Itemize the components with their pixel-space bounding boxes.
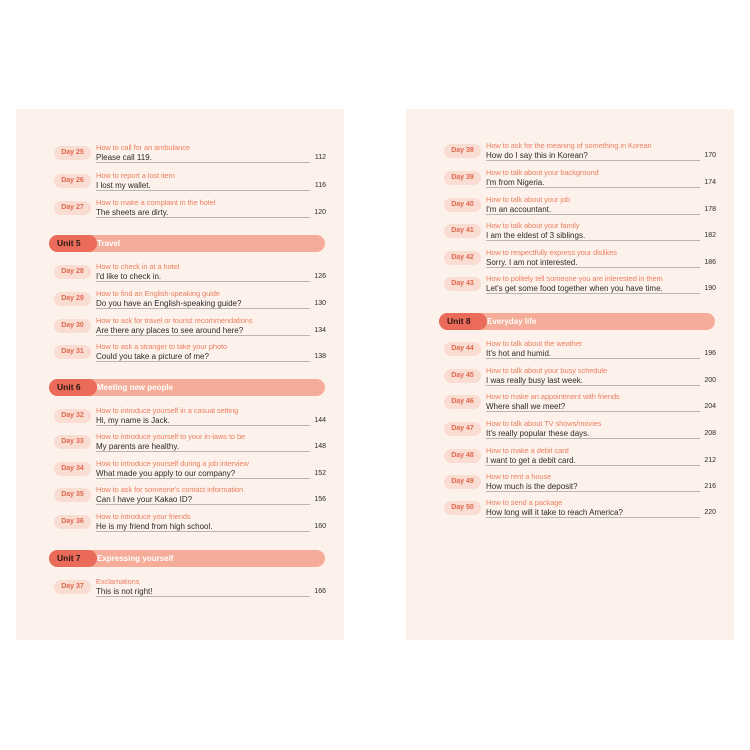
- entry-topic: How to make an appointment with friends: [486, 392, 620, 401]
- entry-phrase: Let's get some food together when you have time.: [486, 284, 663, 293]
- entry-topic: How to report a lost item: [96, 171, 175, 180]
- dot-leader: [96, 478, 310, 479]
- entry-topic: How to talk about your busy schedule: [486, 366, 608, 375]
- day-badge: Day 43: [444, 277, 481, 291]
- day-badge: Day 40: [444, 198, 481, 212]
- page-number: 126: [314, 273, 326, 280]
- day-badge: Day 49: [444, 475, 481, 489]
- entry-phrase: How much is the deposit?: [486, 482, 578, 491]
- entry-phrase: Could you take a picture of me?: [96, 352, 209, 361]
- entry-topic: How to introduce yourself during a job interview: [96, 459, 249, 468]
- entry-topic: How to ask a stranger to take your photo: [96, 342, 228, 351]
- toc-entry[interactable]: [54, 198, 326, 220]
- day-badge: Day 41: [444, 224, 481, 238]
- dot-leader: [96, 190, 310, 191]
- entry-topic: How to call for an ambulance: [96, 143, 190, 152]
- entry-phrase: Please call 119.: [96, 153, 152, 162]
- day-badge: Day 48: [444, 449, 481, 463]
- dot-leader: [96, 162, 310, 163]
- entry-phrase: What made you apply to our company?: [96, 469, 236, 478]
- dot-leader: [96, 281, 310, 282]
- entry-phrase: Can I have your Kakao ID?: [96, 495, 193, 504]
- entry-topic: How to talk about TV shows/movies: [486, 419, 602, 428]
- day-badge: Day 31: [54, 345, 91, 359]
- day-badge: Day 44: [444, 342, 481, 356]
- entry-phrase: Are there any places to see around here?: [96, 326, 244, 335]
- unit-label: Unit 6: [49, 379, 97, 396]
- page-number: 190: [704, 285, 716, 292]
- unit-header: [49, 235, 325, 252]
- dot-leader: [486, 438, 700, 439]
- dot-leader: [96, 361, 310, 362]
- dot-leader: [486, 187, 700, 188]
- page-number: 220: [704, 509, 716, 516]
- day-badge: Day 47: [444, 422, 481, 436]
- entry-topic: How to ask for someone's contact information: [96, 485, 244, 494]
- page-number: 204: [704, 403, 716, 410]
- unit-label: Unit 5: [49, 235, 97, 252]
- day-badge: Day 46: [444, 395, 481, 409]
- toc-entry[interactable]: [54, 316, 326, 338]
- day-badge: Day 39: [444, 171, 481, 185]
- dot-leader: [96, 308, 310, 309]
- dot-leader: [486, 267, 700, 268]
- day-badge: Day 34: [54, 462, 91, 476]
- toc-entry[interactable]: [444, 366, 716, 388]
- page-number: 208: [704, 430, 716, 437]
- dot-leader: [486, 517, 700, 518]
- entry-phrase: How do I say this in Korean?: [486, 151, 588, 160]
- toc-entry[interactable]: [444, 446, 716, 468]
- day-badge: Day 35: [54, 488, 91, 502]
- day-badge: Day 45: [444, 369, 481, 383]
- entry-phrase: The sheets are dirty.: [96, 208, 169, 217]
- entry-phrase: My parents are healthy.: [96, 442, 180, 451]
- page-number: 216: [704, 483, 716, 490]
- entry-topic: How to make a complaint in the hotel: [96, 198, 216, 207]
- entry-topic: How to talk about your background: [486, 168, 599, 177]
- entry-topic: How to introduce your friends: [96, 512, 191, 521]
- dot-leader: [96, 531, 310, 532]
- dot-leader: [96, 335, 310, 336]
- page-number: 134: [314, 327, 326, 334]
- entry-phrase: Sorry. I am not interested.: [486, 258, 578, 267]
- toc-entry[interactable]: [54, 512, 326, 534]
- toc-entry[interactable]: [444, 248, 716, 270]
- page-number: 160: [314, 523, 326, 530]
- dot-leader: [96, 596, 310, 597]
- entry-phrase: This is not right!: [96, 587, 153, 596]
- page-number: 178: [704, 206, 716, 213]
- day-badge: Day 25: [54, 146, 91, 160]
- day-badge: Day 50: [444, 501, 481, 515]
- day-badge: Day 30: [54, 319, 91, 333]
- dot-leader: [486, 214, 700, 215]
- toc-entry[interactable]: [54, 262, 326, 284]
- entry-topic: How to introduce yourself in a casual setting: [96, 406, 239, 415]
- entry-phrase: It's really popular these days.: [486, 429, 590, 438]
- page-number: 200: [704, 377, 716, 384]
- page-number: 212: [704, 457, 716, 464]
- entry-topic: How to ask for the meaning of something in Korean: [486, 141, 652, 150]
- entry-topic: How to talk about your family: [486, 221, 580, 230]
- entry-phrase: I was really busy last week.: [486, 376, 583, 385]
- dot-leader: [486, 358, 700, 359]
- toc-entry[interactable]: [444, 339, 716, 361]
- page-number: 156: [314, 496, 326, 503]
- dot-leader: [486, 411, 700, 412]
- page-number: 148: [314, 443, 326, 450]
- dot-leader: [486, 160, 700, 161]
- page-number: 166: [314, 588, 326, 595]
- entry-topic: How to make a debit card: [486, 446, 569, 455]
- page-number: 144: [314, 417, 326, 424]
- day-badge: Day 36: [54, 515, 91, 529]
- unit-header: [49, 550, 325, 567]
- dot-leader: [96, 425, 310, 426]
- toc-entry[interactable]: [54, 485, 326, 507]
- day-badge: Day 27: [54, 201, 91, 215]
- entry-topic: How to talk about your job: [486, 195, 571, 204]
- entry-topic: How to send a package: [486, 498, 563, 507]
- dot-leader: [96, 451, 310, 452]
- entry-phrase: Hi, my name is Jack.: [96, 416, 170, 425]
- unit-title: Travel: [97, 239, 121, 248]
- dot-leader: [486, 240, 700, 241]
- day-badge: Day 26: [54, 174, 91, 188]
- toc-entry[interactable]: [444, 221, 716, 243]
- unit-label: Unit 7: [49, 550, 97, 567]
- entry-topic: Exclamations: [96, 577, 140, 586]
- toc-entry[interactable]: [54, 577, 326, 599]
- day-badge: Day 28: [54, 265, 91, 279]
- dot-leader: [96, 217, 310, 218]
- toc-entry[interactable]: [444, 274, 716, 296]
- day-badge: Day 32: [54, 409, 91, 423]
- page-number: 116: [314, 182, 326, 189]
- toc-entry[interactable]: [54, 406, 326, 428]
- toc-entry[interactable]: [444, 195, 716, 217]
- toc-entry[interactable]: [54, 143, 326, 165]
- toc-entry[interactable]: [54, 171, 326, 193]
- unit-label: Unit 8: [439, 313, 487, 330]
- entry-phrase: He is my friend from high school.: [96, 522, 213, 531]
- toc-entry[interactable]: [444, 419, 716, 441]
- entry-topic: How to find an English-speaking guide: [96, 289, 220, 298]
- page-number: 112: [314, 154, 326, 161]
- day-badge: Day 37: [54, 580, 91, 594]
- entry-phrase: I'd like to check in.: [96, 272, 162, 281]
- left-page: [16, 109, 344, 640]
- day-badge: Day 42: [444, 251, 481, 265]
- entry-phrase: How long will it take to reach America?: [486, 508, 623, 517]
- toc-entry[interactable]: [54, 289, 326, 311]
- day-badge: Day 38: [444, 144, 481, 158]
- unit-header: [439, 313, 715, 330]
- dot-leader: [96, 504, 310, 505]
- toc-entry[interactable]: [54, 459, 326, 481]
- toc-entry[interactable]: [444, 392, 716, 414]
- day-badge: Day 33: [54, 435, 91, 449]
- entry-topic: How to respectfully express your dislikes: [486, 248, 617, 257]
- toc-entry[interactable]: [444, 141, 716, 163]
- entry-topic: How to introduce yourself to your in-laws to be: [96, 432, 246, 441]
- page-number: 182: [704, 232, 716, 239]
- entry-phrase: I lost my wallet.: [96, 181, 151, 190]
- day-badge: Day 29: [54, 292, 91, 306]
- page-number: 174: [704, 179, 716, 186]
- unit-title: Meeting new people: [97, 383, 174, 392]
- entry-topic: How to politely tell someone you are interested in them: [486, 274, 663, 283]
- toc-entry[interactable]: [444, 472, 716, 494]
- entry-topic: How to rent a house: [486, 472, 552, 481]
- unit-title: Expressing yourself: [97, 554, 174, 563]
- entry-phrase: It's hot and humid.: [486, 349, 552, 358]
- entry-phrase: I'm an accountant.: [486, 205, 552, 214]
- entry-phrase: Where shall we meet?: [486, 402, 566, 411]
- unit-title: Everyday life: [487, 317, 537, 326]
- toc-entry[interactable]: [444, 498, 716, 520]
- toc-entry[interactable]: [444, 168, 716, 190]
- dot-leader: [486, 385, 700, 386]
- page-number: 138: [314, 353, 326, 360]
- dot-leader: [486, 293, 700, 294]
- entry-phrase: Do you have an English-speaking guide?: [96, 299, 242, 308]
- entry-topic: How to ask for travel or tourist recommendations: [96, 316, 253, 325]
- entry-phrase: I want to get a debit card.: [486, 456, 576, 465]
- unit-header: [49, 379, 325, 396]
- page-number: 170: [704, 152, 716, 159]
- dot-leader: [486, 491, 700, 492]
- right-page: [406, 109, 734, 640]
- entry-phrase: I am the eldest of 3 siblings.: [486, 231, 586, 240]
- page-number: 196: [704, 350, 716, 357]
- toc-entry[interactable]: [54, 432, 326, 454]
- page-number: 130: [314, 300, 326, 307]
- page-number: 186: [704, 259, 716, 266]
- page-number: 152: [314, 470, 326, 477]
- entry-topic: How to talk about the weather: [486, 339, 583, 348]
- entry-topic: How to check in at a hotel: [96, 262, 180, 271]
- page-number: 120: [314, 209, 326, 216]
- entry-phrase: I'm from Nigeria.: [486, 178, 545, 187]
- toc-entry[interactable]: [54, 342, 326, 364]
- dot-leader: [486, 465, 700, 466]
